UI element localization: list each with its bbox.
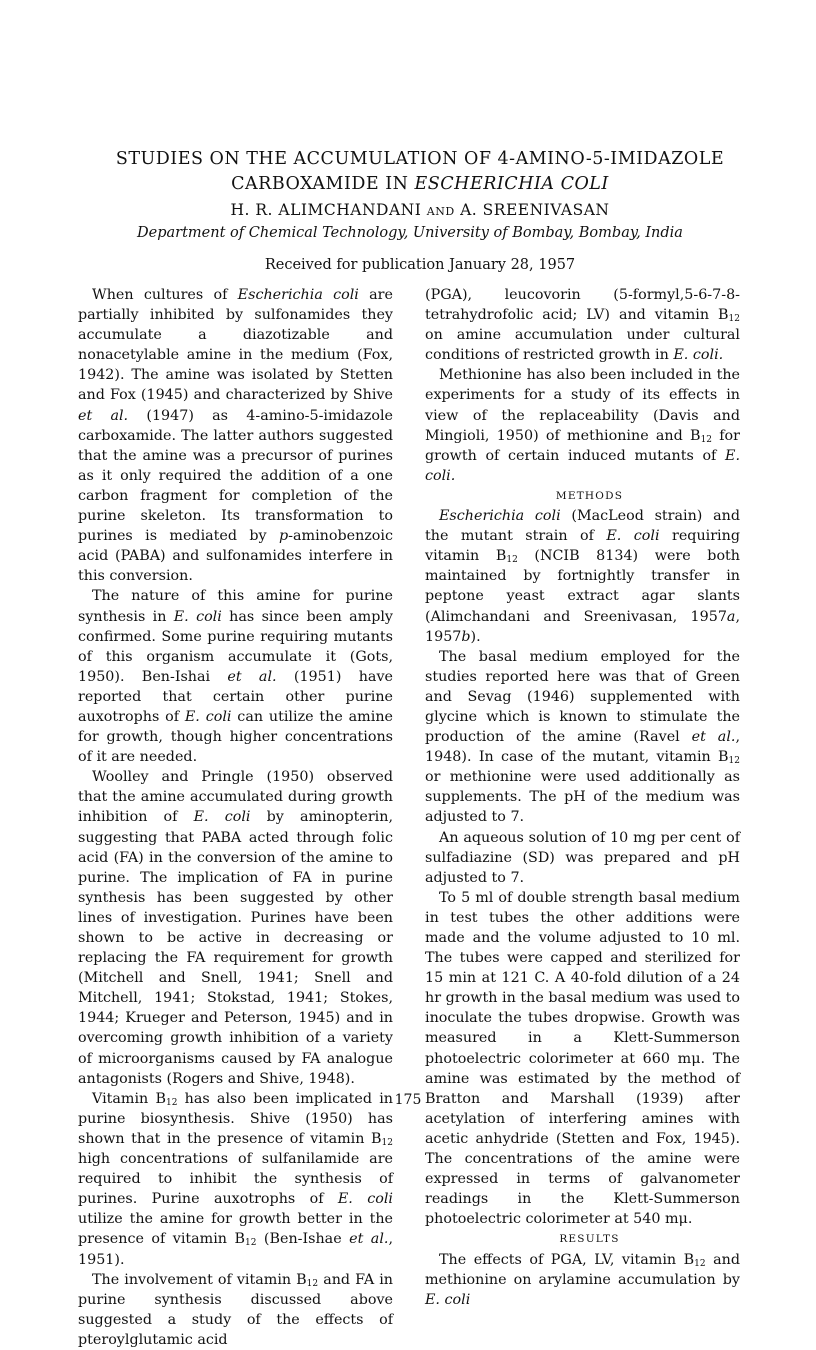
author-2: A. SREENIVASAN <box>460 201 610 219</box>
paragraph: Vitamin $B_{12}$ has also been implicated in purine biosynthesis. Shive (1950) has shown that in the presence of vitamin $B_{12}$ high concentrations of sulfanilamide are required to inhibit the synthesis of purines. Purine auxotrophs of E. coli utilize the amine for growth better in the presence of vitamin $B_{12}$ (Ben-Ishae et al., 1951). <box>78 1090 393 1268</box>
section-heading-methods: METHODS <box>555 489 624 502</box>
page-number: 175 <box>394 1092 422 1108</box>
authors <box>80 201 760 219</box>
paragraph: The nature of this amine for purine synthesis in E. coli has since been amply confirmed. Some purine requiring mutants of this organism accumulate it (Gots, 1950). Ben-Ishai et al. (1951) have reported that certain other purine auxotrophs of E. coli can utilize the amine for growth, though higher concentrations of it are needed. <box>78 588 393 766</box>
paragraph: The effects of PGA, LV, vitamin $B_{12}$ and methionine on arylamine accumulation by E. coli <box>425 1251 740 1308</box>
section-heading-results: RESULTS <box>559 1233 620 1246</box>
paper-title <box>80 147 760 197</box>
paragraph: Escherichia coli (MacLeod strain) and the mutant strain of E. coli requiring vitamin $B_{12}$ (NCIB 8134) were both maintained by fortnightly transfer in peptone yeast extract agar slants (Alimchandani and Sreenivasan, 1957a, 1957b). <box>425 508 741 645</box>
paragraph: Methionine has also been included in the experiments for a study of its effects in view of the replaceability (Davis and Mingioli, 1950) of methionine and $B_{12}$ for growth of certain induced mutants of E. coli. <box>425 367 741 484</box>
author-1: H. R. ALIMCHANDANI <box>230 201 422 219</box>
title-line-1: STUDIES ON THE ACCUMULATION OF 4-AMINO-5-IMIDAZOLE <box>115 149 725 169</box>
received-date: Received for publication January 28, 1957 <box>264 257 576 273</box>
right-column <box>425 285 740 1310</box>
left-column <box>78 285 393 1350</box>
title-line-2: CARBOXAMIDE IN ESCHERICHIA COLI <box>231 174 609 194</box>
paragraph: When cultures of Escherichia coli are partially inhibited by sulfonamides they accumulate a diazotizable and nonacetylable amine in the medium (Fox, 1942). The amine was isolated by Stetten and Fox (1945) and characterized by Shive et al. (1947) as 4-amino-5-imidazole carboxamide. The latter authors suggested that the amine was a precursor of purines as it only required the addition of a one carbon fragment for completion of the purine skeleton. Its transformation to purines is mediated by p-aminobenzoic acid (PABA) and sulfonamides interfere in this conversion. <box>78 287 393 585</box>
paragraph: To 5 ml of double strength basal medium in test tubes the other additions were made and the volume adjusted to 10 ml. The tubes were capped and sterilized for 15 min at 121 C. A 40-fold dilution of a 24 hr growth in the basal medium was used to inoculate the tubes dropwise. Growth was measured in a Klett-Summerson photoelectric colorimeter at 660 mμ. The amine was estimated by the method of Bratton and Marshall (1939) after acetylation of interfering amines with acetic anhydride (Stetten and Fox, 1945). The concentrations of the amine were expressed in terms of galvanometer readings in the Klett-Summerson photoelectric colorimeter at 540 mμ. <box>425 889 740 1228</box>
paragraph: Woolley and Pringle (1950) observed that the amine accumulated during growth inhibition of E. coli by aminopterin, suggesting that PABA acted through folic acid (FA) in the conversion of the amine to purine. The implication of FA in purine synthesis has been suggested by other lines of investigation. Purines have been shown to be active in decreasing or replacing the FA requirement for growth (Mitchell and Snell, 1941; Snell and Mitchell, 1941; Stokstad, 1941; Stokes, 1944; Krueger and Peterson, 1945) and in overcoming growth inhibition of a variety of microorganisms caused by FA analogue antagonists (Rogers and Shive, 1948). <box>78 769 393 1087</box>
paragraph: (PGA), leucovorin (5-formyl,5-6-7-8-tetrahydrofolic acid; LV) and vitamin $B_{12}$ on amine accumulation under cultural conditions of restricted growth in E. coli. <box>425 287 740 364</box>
paragraph: The involvement of vitamin $B_{12}$ and FA in purine synthesis discussed above suggested a study of the effects of pteroylglutamic acid <box>78 1271 393 1348</box>
paragraph: The basal medium employed for the studies reported here was that of Green and Sevag (1946) supplemented with glycine which is known to stimulate the production of the amine (Ravel et al., 1948). In case of the mutant, vitamin $B_{12}$ or methionine were used additionally as supplements. The pH of the medium was adjusted to 7. <box>425 648 740 826</box>
paragraph: An aqueous solution of 10 mg per cent of sulfadiazine (SD) was prepared and pH adjusted to 7. <box>425 829 740 886</box>
affiliation: Department of Chemical Technology, University of Bombay, Bombay, India <box>137 225 683 241</box>
author-conjunction: AND <box>426 205 455 218</box>
